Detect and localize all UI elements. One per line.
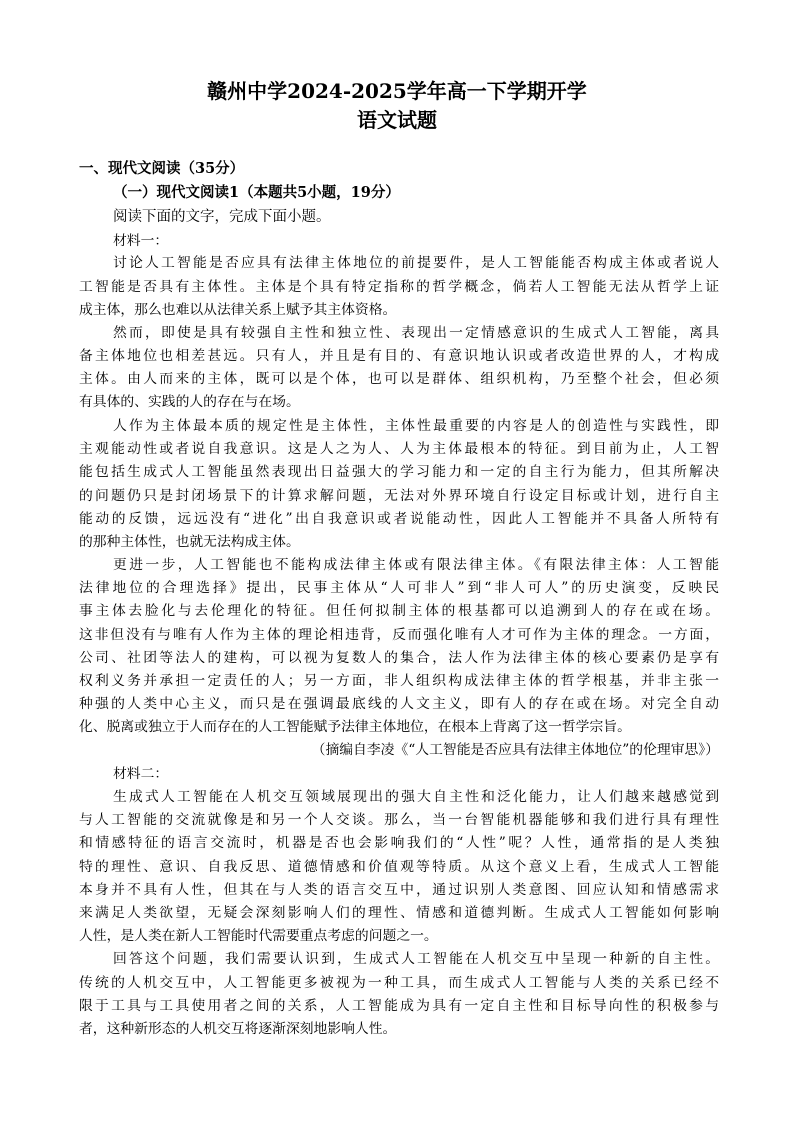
material1-line: 成主体，那么也难以从法律关系上赋予其主体资格。 xyxy=(79,302,397,318)
material2-line: 与人工智能的交流就像是和另一个人交谈。那么，当一台智能机器能够和我们进行具有理性 xyxy=(79,812,719,828)
exam-title: 赣州中学2024-2025学年高一下学期开学 xyxy=(207,79,587,103)
material2-line: 传统的人机交互中，人工智能更多被视为一种工具，而生成式人工智能与人类的关系已经不 xyxy=(79,975,719,991)
material1-line: 事主体去脸化与去伦理化的特征。但任何拟制主体的根基都可以追溯到人的存在或在场。 xyxy=(79,603,719,619)
material1-line: 公司、社团等法人的建构，可以视为复数人的集合，法人作为法律主体的核心要素仍是享有 xyxy=(79,650,719,666)
material1-line: 工智能是否具有主体性。主体是个具有特定指称的哲学概念，倘若人工智能无法从哲学上证 xyxy=(79,279,719,295)
material1-line: 更进一步，人工智能也不能构成法律主体或有限法律主体。《有限法律主体：人工智能 xyxy=(113,557,719,573)
material1-line: 主体。由人而来的主体，既可以是个体，也可以是群体、组织机构，乃至整个社会，但必须 xyxy=(79,371,719,387)
material1-source: （摘编自李凌《“人工智能是否应具有法律主体地位”的伦理审思》） xyxy=(311,742,719,758)
material2-line: 生成式人工智能在人机交互领域展现出的强大自主性和泛化能力，让人们越来越感觉到 xyxy=(113,789,719,805)
material2-line: 特的理性、意识、自我反思、道德情感和价值观等特质。从这个意义上看，生成式人工智能 xyxy=(79,859,719,875)
material1-label: 材料一： xyxy=(113,233,169,249)
material1-line: 的那种主体性，也就无法构成主体。 xyxy=(79,534,300,550)
material2-line: 者，这种新形态的人机交互将逐渐深刻地影响人性。 xyxy=(79,1021,397,1037)
material1-line: 人作为主体最本质的规定性是主体性，主体性最重要的内容是人的创造性与实践性，即 xyxy=(113,418,719,434)
material1-line: 的问题仍只是封闭场景下的计算求解问题，无法对外界环境自行设定目标或计划，进行自主 xyxy=(79,488,719,504)
material1-line: 这非但没有与唯有人作为主体的理论相违背，反而强化唯有人才可作为主体的理念。一方面， xyxy=(79,627,719,643)
material2-line: 限于工具与工具使用者之间的关系，人工智能成为具有一定自主性和目标导向性的积极参与 xyxy=(79,998,719,1014)
material2-label: 材料二： xyxy=(113,766,169,782)
material1-line: 主观能动性或者说自我意识。这是人之为人、人为主体最根本的特征。到目前为止，人工智 xyxy=(79,441,719,457)
material1-line: 有具体的、实践的人的存在与在场。 xyxy=(79,394,300,410)
material2-line: 人性，是人类在新人工智能时代需要重点考虑的问题之一。 xyxy=(79,928,438,944)
exam-subtitle: 语文试题 xyxy=(357,108,437,132)
material1-line: 种强的人类中心主义，而只是在强调最底线的人文主义，即有人的存在或在场。对完全自动 xyxy=(79,696,719,712)
section-subheading: （一）现代文阅读1（本题共5小题，19分） xyxy=(113,184,400,201)
reading-instruction: 阅读下面的文字，完成下面小题。 xyxy=(113,209,331,225)
material1-line: 能动的反馈，远远没有“进化”出自我意识或者说能动性，因此人工智能并不具备人所特有 xyxy=(79,511,719,527)
material1-line: 化、脱离或独立于人而存在的人工智能赋予法律主体地位，在根本上背离了这一哲学宗旨。 xyxy=(79,719,631,735)
material1-line: 备主体地位也相差甚远。只有人，并且是有目的、有意识地认识或者改造世界的人，才构成 xyxy=(79,348,719,364)
material1-line: 能包括生成式人工智能虽然表现出日益强大的学习能力和一定的自主行为能力，但其所解决 xyxy=(79,464,719,480)
material2-line: 回答这个问题，我们需要认识到，生成式人工智能在人机交互中呈现一种新的自主性。 xyxy=(113,951,719,967)
material2-line: 来满足人类欲望，无疑会深刻影响人们的理性、情感和道德判断。生成式人工智能如何影响 xyxy=(79,905,719,921)
material1-line: 权利义务并承担一定责任的人；另一方面，非人组织构成法律主体的哲学根基，并非主张一 xyxy=(79,673,719,689)
material1-line: 讨论人工智能是否应具有法律主体地位的前提要件，是人工智能能否构成主体或者说人 xyxy=(113,255,719,271)
material2-line: 和情感特征的语言交流时，机器是否也会影响我们的“人性”呢？人性，通常指的是人类独 xyxy=(79,835,719,851)
material2-line: 本身并不具有人性，但其在与人类的语言交互中，通过识别人类意图、回应认知和情感需求 xyxy=(79,882,719,898)
section-heading: 一、现代文阅读（35分） xyxy=(79,160,245,177)
material1-line: 然而，即使是具有较强自主性和独立性、表现出一定情感意识的生成式人工智能，离具 xyxy=(113,325,719,341)
material1-line: 法律地位的合理选择》提出，民事主体从“人可非人”到“非人可人”的历史演变，反映民 xyxy=(79,580,719,596)
